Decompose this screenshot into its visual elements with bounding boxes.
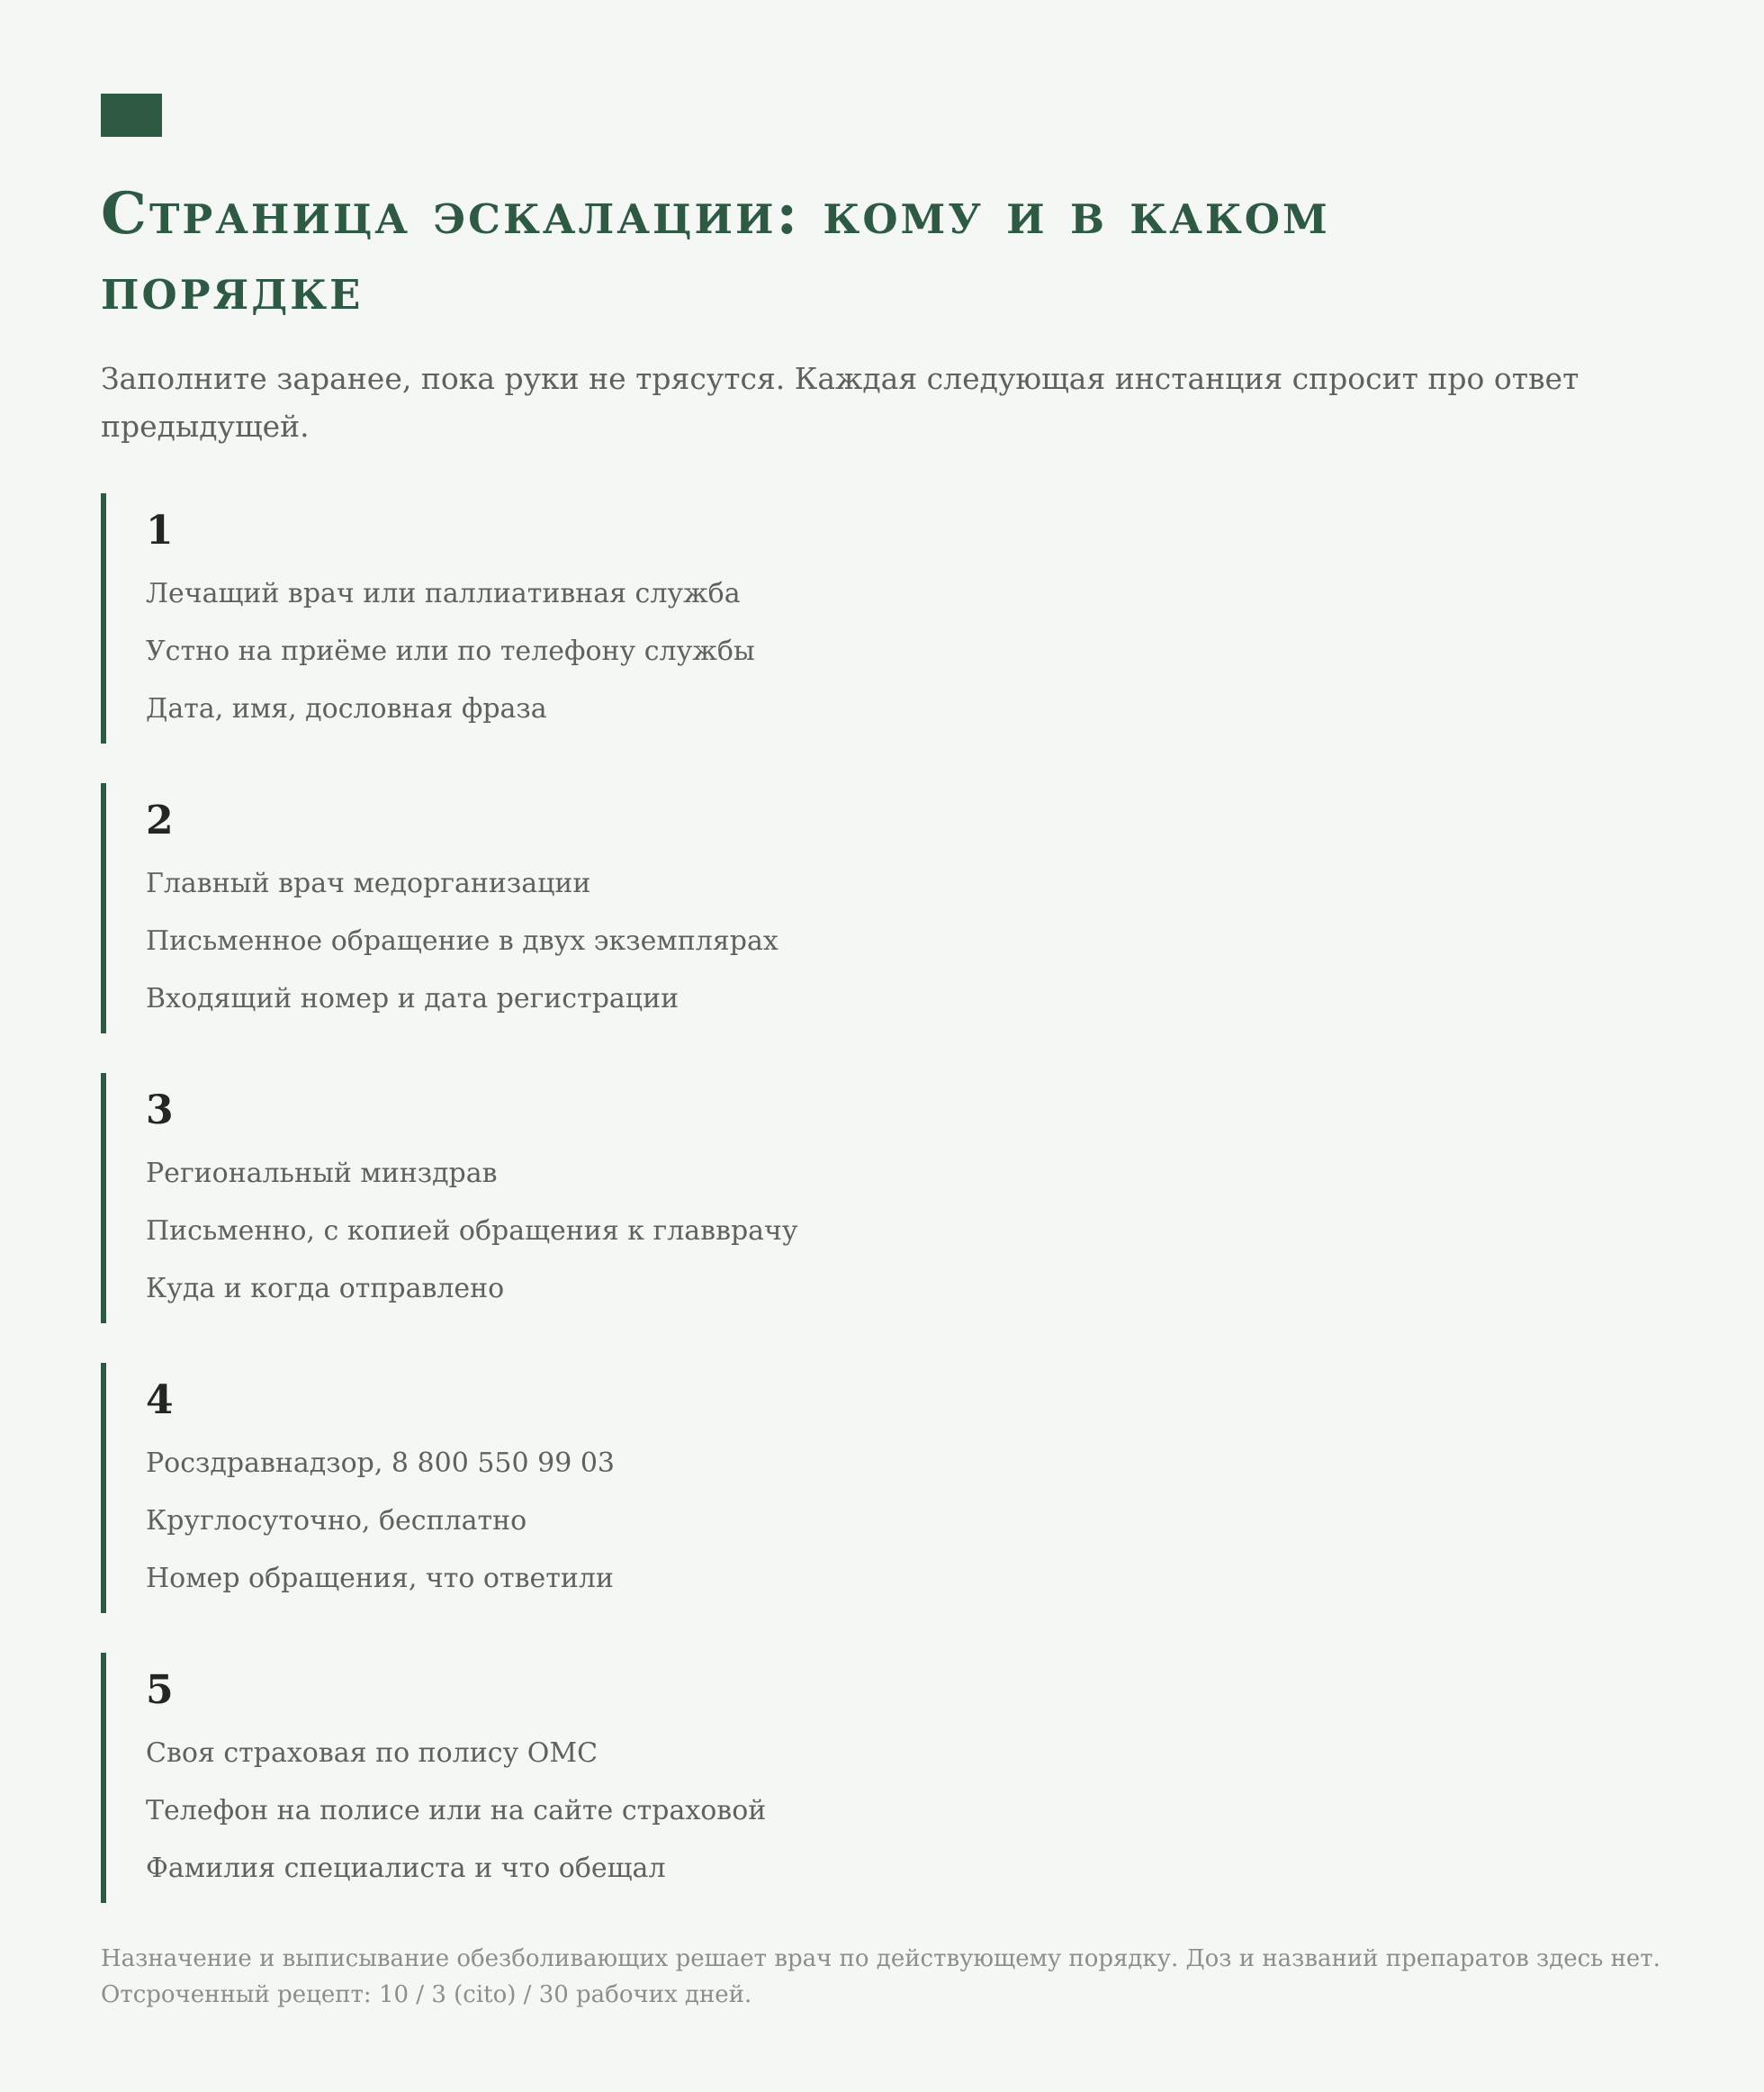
step-number: 2 xyxy=(146,798,174,843)
footer-note: Назначение и выписывание обезболивающих решает врач по действующему порядку. Доз и названий препаратов здесь нет. Отсроченный рецепт: 10 / 3 (cito) / 30 рабочих дней. xyxy=(101,1945,1660,2008)
escalation-page xyxy=(101,94,1667,2036)
escalation-step-5 xyxy=(101,1653,1667,1903)
step-recipient: Региональный минздрав xyxy=(146,1158,498,1189)
step-recipient: Своя страховая по полису ОМС xyxy=(146,1737,598,1769)
escalation-step-4 xyxy=(101,1363,1667,1613)
step-number: 5 xyxy=(146,1667,174,1713)
step-number: 4 xyxy=(146,1377,174,1423)
step-record: Фамилия специалиста и что обещал xyxy=(146,1853,666,1884)
step-record: Дата, имя, дословная фраза xyxy=(146,693,547,725)
escalation-step-2 xyxy=(101,783,1667,1033)
step-recipient: Росздравнадзор, 8 800 550 99 03 xyxy=(146,1447,616,1479)
step-method: Устно на приёме или по телефону службы xyxy=(146,636,755,667)
step-method: Телефон на полисе или на сайте страховой xyxy=(146,1795,767,1826)
step-record: Номер обращения, что ответили xyxy=(146,1563,614,1594)
escalation-steps xyxy=(101,493,1667,1903)
step-method: Письменное обращение в двух экземплярах xyxy=(146,925,778,957)
brand-mark xyxy=(101,94,162,137)
escalation-step-3 xyxy=(101,1073,1667,1323)
step-record: Входящий номер и дата регистрации xyxy=(146,983,680,1014)
step-recipient: Главный врач медорганизации xyxy=(146,868,591,899)
escalation-step-1 xyxy=(101,493,1667,744)
page-title: Страница эскалации: кому и в каком порядке xyxy=(101,180,1330,323)
step-number: 3 xyxy=(146,1087,174,1133)
step-method: Письменно, с копией обращения к главврачу xyxy=(146,1215,798,1247)
step-recipient: Лечащий врач или паллиативная служба xyxy=(146,578,741,609)
step-number: 1 xyxy=(146,508,174,554)
step-method: Круглосуточно, бесплатно xyxy=(146,1505,527,1537)
step-record: Куда и когда отправлено xyxy=(146,1273,505,1304)
page-subtitle: Заполните заранее, пока руки не трясутся. Каждая следующая инстанция спросит про ответ предыдущей. xyxy=(101,361,1580,444)
